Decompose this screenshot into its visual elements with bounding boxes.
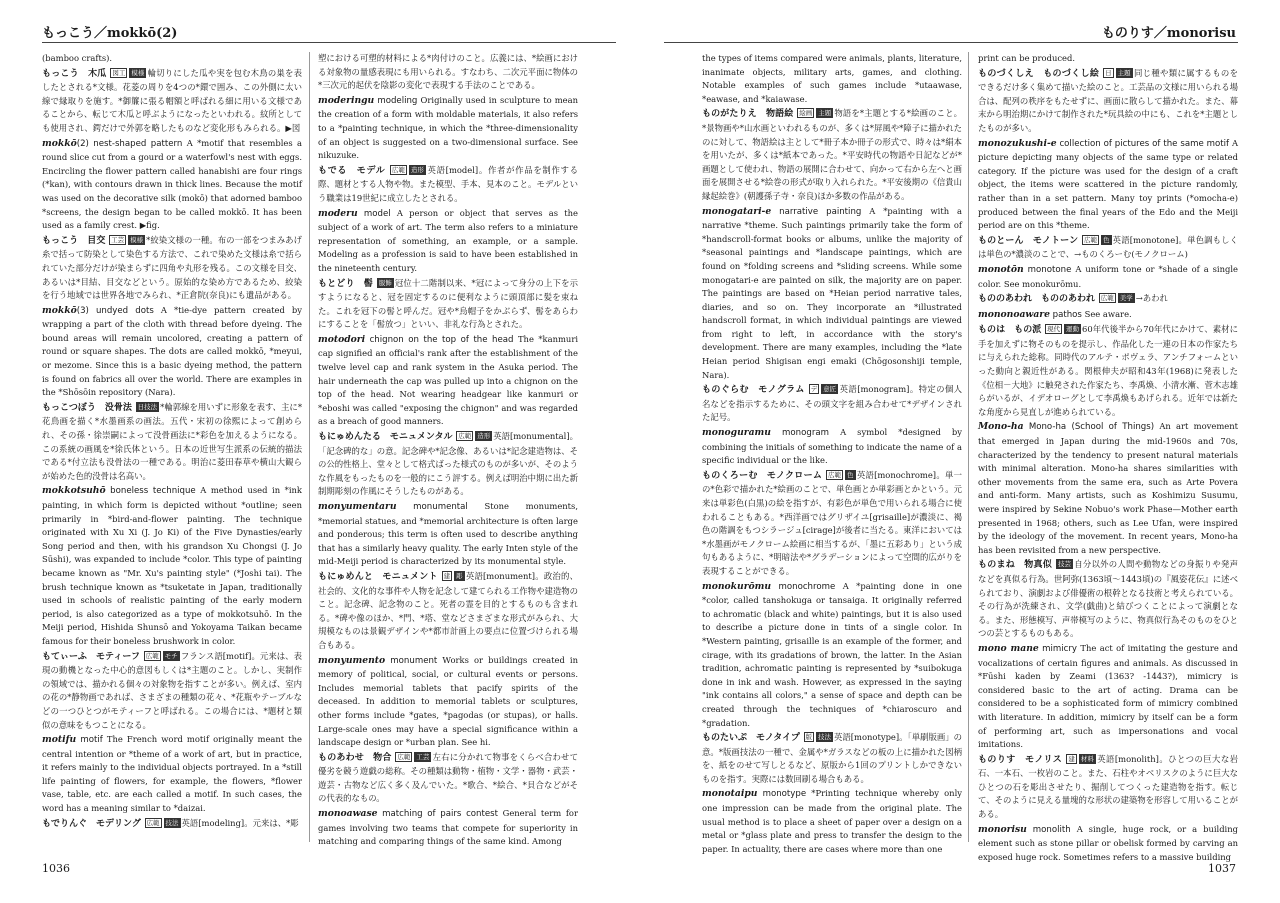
entry-text: 冠位十二階制以来、*冠によって身分の上下を示すようになると、冠を固定するのに便利なように頭頂部に髪を束ねた。これを冠下の髻と呼んだ。冠や*烏帽子をかぶらず、髻をあらわにすることを「髻放つ」といい、非礼な行為とされた。 [318,277,578,330]
entry-gloss: Mono-ha (School of Things) [1028,422,1155,433]
entry-gloss: pathos [1052,309,1082,320]
entry-headword: motodori [318,333,366,345]
dictionary-entry [42,234,302,303]
entry-text: A single, huge rock, or a building element such as stone pillar or obelisk formed by carving an exposed huge rock. Sometimes refers to a massive building [978,823,1238,862]
dictionary-entry [978,642,1238,752]
category-badge: 模様 [131,68,145,77]
dictionary-entry [318,500,578,569]
column-1 [42,52,302,842]
category-badge: 広範 [1100,294,1114,303]
category-badge: 造形 [477,432,491,441]
running-head-left: もっこう／mokkō(2) [42,26,178,41]
entry-text: 左右に分かれて物事をくらべ合わせて優劣を競う遊戯の総称。その種類は動物・植物・文学・器物・武芸・遊芸・古物など広く多く及んでいた。*歌合、*絵合、*貝合などがその代表的なもの。 [318,751,578,804]
entry-text: (bamboo crafts). [42,53,113,63]
entry-gloss: chignon on the top of the head [369,334,514,345]
entry-gloss: undyed dots [95,305,154,316]
entry-headword: monorisu [978,823,1027,835]
dictionary-entry [42,52,302,66]
category-badge: 広範 [397,752,411,761]
dictionary-entry [978,753,1238,822]
entry-headword: もでりんぐ モデリング [42,818,141,829]
entry-headword: Mono-ha [978,421,1024,433]
entry-gloss: monument [390,655,438,666]
entry-gloss: monotype [762,789,807,800]
entry-text: 物語を*主題とする*絵画のこと。*景物画や*山水画といわれるものが、多くは*屏風や*障子に描かれたのに対して、物語絵は主として*冊子本か冊子の形式で、時々は*絹本を用いたが、多くは*紙本であった。*平安時代の物語や日記などが*画題として使われ、物語の展開に合わせて、向かって右から左へと画面を展開させる*絵巻の形式が取り入れられた。*平安後期の《信貴山縁起絵巻》(朝護孫子寺・奈良)ほか多数の作品がある。 [702,108,962,201]
entry-headword: monozukushi-e [978,137,1057,149]
category-badge: デ [810,385,818,394]
dictionary-entry [978,234,1238,262]
category-badge: 版 [805,733,813,742]
entry-headword: ものくろーむ モノクローム [702,470,823,481]
entry-text: The *kanmuri cap signified an official's rank after the establishment of the twelve level cap and rank system in the Asuka period. The hair underneath the cap was pulled up into a chignon on the top of the head. Not wearing headgear like kanmuri or *eboshi was called "exposing the chignon" and was regarded as a breach of good manners. [318,333,579,427]
entry-text: Works or buildings created in memory of political, social, or cultural events or persons. Includes memorial tablets that pacify spirits of the deceased. In addition to memorial tablets or sculptures, other forms include *gates, *pagodas (or stupas), or halls. Large-scale ones may have a special significance within a landscape design or *urban plan. See hi. [318,654,578,748]
entry-text: 英語[monochrome]。単一の*色彩で描かれた*絵画のことで、単色画とか単彩画とかという。元来は単彩色(白黒)の絵を指すが、有彩色が単色で用いられる場合に使われることもある。*西洋画ではグリザイユ[grisaille]が濃淡に、褐色の階調をもつシラージュ[cirage]が後者に当たる。東洋においては*水墨画がモノクローム絵画に相当するが、「墨に五彩あり」という成句もあるように、*明暗法や*グラデーションによって空間的広がりを表現することができる。 [702,469,962,576]
entry-text: The French word motif originally meant the central intention or *theme of a work of art, but in practice, it refers mainly to the individual objects portrayed. In a *still life painting of flowers, for example, the flowers, *flower vase, table, etc. are each called a motif. In such cases, the word has a meaning similar to *daizai. [42,734,302,814]
entry-headword: mononoaware [978,308,1050,320]
dictionary-entry [318,333,578,429]
category-badge: 広範 [1084,235,1098,244]
category-badge: 技法 [818,733,832,742]
category-badge: 絵画 [799,109,813,118]
entry-text: 英語[monolith]。ひとつの巨大な岩石、一本石、一枚岩のこと。また、石柱やオベリスクのように巨大なひとつの石を彫出させたり、掘削してつくった建造物を指す。転じて、そのように見える量塊的な形状の建築物を形容して用いることがある。 [978,753,1238,820]
category-badge: 材料 [1080,754,1094,763]
category-badge: 広範 [391,165,405,174]
entry-headword: もとどり 髻 [318,278,373,289]
dictionary-entry [42,67,302,136]
entry-headword: monogatari-e [702,205,772,217]
dictionary-entry [318,654,578,750]
entry-headword: ものづくしえ ものづくし絵 [978,68,1100,79]
dictionary-entry [42,484,302,648]
entry-text: A person or object that serves as the subject of a work of art. The term also refers to a miniature representation of something, an example, or a sample. Modeling as a profession is said to have been established in the nineteenth century. [318,207,578,273]
entry-text: 自分以外の人間や動物などの身振りや発声などを真似る行為。世阿弥(1363頃〜1443頃)の『風姿花伝』に述べられており、演劇および俳優術の根幹となる技術と考えられている。その行為が洗練され、文学(戯曲)と結びつくことによって演劇となる。また、形態模写、声帯模写のように、物真似行為そのものをひとつの芸とするものもある。 [978,559,1238,639]
dictionary-entry [978,292,1238,307]
entry-text: 同じ種や類に属するものをできるだけ多く集めて描いた絵のこと。工芸品の文様に用いられる場合は、配列の秩序をもたせずに、画面に散らして描かれた。また、幕末から明治期にかけて制作された*玩具絵の中にも、これを*主題としたものが多い。 [978,67,1238,133]
entry-text: Originally used in sculpture to mean the creation of a form with moldable materials, it also refers to a *painting technique, in which the *three-dimensionality of an object is suggested on a two-dimensional surface. See nikuzuke. [318,94,578,161]
entry-text: the types of items compared were animals, plants, literature, inanimate objects, military arts, games, and clothing. Notable examples of such games include *utaawase, *eawase, and *kaiawase. [702,53,962,104]
entry-text: General term for games involving two teams that compete for superiority in matching and comparing things of the same kind. Among [318,808,578,847]
dictionary-entry [318,52,578,93]
dictionary-entry [42,304,302,400]
entry-headword: monotaipu [702,788,758,800]
entry-headword: mokkō [42,137,77,149]
dictionary-entry [702,205,962,383]
dictionary-entry [702,787,962,856]
dictionary-entry [702,580,962,731]
category-badge: 広範 [458,432,472,441]
dictionary-entry [702,52,962,106]
entry-headword: ものあわせ 物合 [318,752,392,763]
entry-text: →あわれ [1135,293,1168,304]
category-badge: 服飾 [378,278,392,287]
entry-sense-number: (2) [76,138,89,149]
entry-text: A *painting done in one *color, called tanshokuga or tansaiga. It originally referred to achromatic (black and white) paintings, but it is also used to describe a picture done in tints of a single color. In *Western painting, grisaille is an example of the former, and cirage, with its gradations of brown, the latter. In the Asian tradition, achromatic painting is represented by *suibokuga done in ink and wash. However, as expressed in the saying "ink contains all colors," a sense of space and depth can be created through the techniques of *chiaroscuro and *gradation. [702,580,962,728]
category-badge: 現代 [1047,325,1061,334]
entry-gloss: monolith [1032,824,1071,835]
category-badge: 色 [1103,235,1110,244]
dictionary-entry [318,277,578,332]
entry-headword: monoawase [318,808,378,820]
dictionary-entry [978,308,1238,323]
category-badge: 広範 [145,651,159,660]
header-rule-left [42,42,616,43]
entry-text: 輪切りにした瓜や実を包む木鳥の巣を表したとされる*文様。花菱の周りを4つの*鐶で囲み、この外側に太い線で縁取りを施す。*御簾に張る帽額と呼ばれる細に用いる文様であることから、転じて木瓜と呼ぶようになったといわれる。紋所としても使用され、鍔だけで外郭を略したものなど変化形もみられる。▶図 [42,67,302,133]
entry-headword: monoguramu [702,427,771,439]
entry-headword: ものは もの派 [978,325,1042,336]
entry-text: A uniform tone or *shade of a single color. See monokurōmu. [978,263,1239,289]
entry-text: A *tie-dye pattern created by wrapping a part of the cloth with thread before dyeing. The bound areas will remain uncolored, creating a pattern of round or square shapes. The dots are called mokkō, *meyui, or mezome. Since this is a basic dyeing method, the pattern is found on fabrics all over the world. There are examples in the *Shōsōin repository (Nara). [42,304,302,398]
entry-headword: motifu [42,734,77,746]
entry-text: A symbol *designed by combining the initials of something to indicate the name of a specific individual or the like. [702,427,962,466]
category-badge: 工芸 [416,752,430,761]
dictionary-entry [702,107,962,203]
dictionary-entry [978,558,1238,641]
category-badge: 建 [443,571,451,580]
dictionary-entry [702,426,962,468]
entry-gloss: mimicry [1042,643,1078,654]
column-4 [978,52,1239,862]
entry-text: A *painting with a narrative *theme. Such paintings primarily take the form of *handscroll-format books or albums, unlike the majority of *seasonal paintings and *landscape paintings, which are found on *folding screens and *sliding screens. While some monogatari-e are painted on silk, the majority are on paper. The paintings are based on *Heian period narrative tales, diaries, and so on. They incorporate an *illustrated handscroll format, in which individual paintings are viewed from right to left, in accordance with the story's development. There are many examples, including the *late Heian period Shigisan engi emaki (Chōgosonshiji temple, Nara). [702,205,962,380]
entry-headword: もにゅめんたる モニュメンタル [318,432,453,443]
entry-gloss: monogram [782,428,829,439]
dictionary-entry [42,401,302,484]
category-badge: 技法 [165,818,179,827]
dictionary-entry [978,323,1238,419]
dictionary-entry [978,52,1238,66]
entry-headword: moderu [318,207,358,219]
entry-text: An art movement that emerged in Japan during the mid-1960s and 70s, characterized by the tendency to present natural materials with minimal alteration. Mono-ha shares similarities with other movements from the same era, such as Arte Povera and anti-form. Many artists, such as Koshimizu Susumu, were inspired by Sekine Nobuo's work Phase—Mother earth presented in 1968; others, such as Lee Ufan, were inspired by the ideology of the movement. In recent years, Mono-ha has been revisited from a new perspective. [978,421,1238,555]
category-badge: 模様 [130,235,144,244]
category-badge: 図工 [112,68,126,77]
entry-headword: ものまね 物真似 [978,560,1053,571]
entry-text: Stone monuments, *memorial statues, and *memorial architecture is often large and ponderous; this term is often used to describe anything that has a similarly heavy quality. The early Inten style of the mid-Meiji period is characterized by its monumental style. [318,501,579,567]
category-badge: 主題 [1117,68,1131,77]
category-badge: 建 [1068,754,1075,763]
entry-text: A picture depicting many objects of the same type or related category. If the picture was used for the design of a craft object, the items were scattered in the picture randomly, rather than in a set pattern. Many toy prints (*omocha-e) produced between the final years of the Edo and the Meiji period are on this *theme. [978,137,1238,231]
dictionary-entry [42,137,302,233]
category-badge: 日 [1105,68,1112,77]
entry-headword: ものたいぷ モノタイプ [702,733,800,744]
entry-text: *絞染文様の一種。布の一部をつまみあげ糸で括って防染として染色する方法で、これで染めた文様は糸で括られていた部分だけが染まらずに四角や丸形を残る。この文様を目交、あるいは*目結、目交などという。原始的な染め方であるため、絞染を行う地域では世界各地でみられ、*正倉院(奈良)にも遺品がある。 [42,234,302,301]
entry-headword: ものがたりえ 物語絵 [702,109,794,120]
entry-text: *Printing technique whereby only one impression can be made from the original plate. The usual method is to place a sheet of paper over a design on a metal or *glass plate and press to transfer the design to the paper. In actuality, there are cases where more than one [702,788,962,854]
page-number-right: 1037 [1208,862,1236,875]
entry-text: See aware. [1084,308,1132,319]
dictionary-entry [978,823,1238,865]
entry-gloss: collection of pictures of the same motif [1059,138,1230,149]
entry-text: print can be produced. [978,53,1076,63]
entry-text: A *motif that resembles a round slice cut from a gourd or a waterfowl's nest with eggs. Encircling the flower pattern called hanabishi are four rings (*kan), with contours drawn in thick lines. Because the motif was used on the decorative silk (mokō) that adorned bamboo *screens, the design began to be called mokkō. It has been used as a family crest. ▶fig. [42,137,302,231]
dictionary-entry [318,570,578,653]
dictionary-entry [318,807,578,849]
category-badge: 技芸 [1057,560,1071,569]
category-badge: 工芸 [111,235,125,244]
dictionary-entry [702,383,962,425]
entry-gloss: matching of pairs contest [382,809,499,820]
entry-headword: もののあわれ もののあわれ [978,294,1096,305]
column-3 [702,52,962,854]
entry-gloss: monochrome [778,581,836,592]
category-badge: 彫 [456,571,463,580]
dictionary-entry [42,817,302,832]
category-badge: 造形 [410,165,424,174]
entry-gloss: monotone [1027,264,1072,275]
entry-headword: もっこう 目交 [42,235,106,246]
entry-headword: monokurōmu [702,580,772,592]
entry-headword: もっこつぼう 没骨法 [42,402,132,413]
entry-headword: もっこう 木瓜 [42,68,107,79]
running-head-right: ものりす／monorisu [1101,26,1236,41]
entry-text: The act of imitating the gesture and vocalizations of certain figures and animals. As discussed in *Fūshi kaden by Zeami (1363? -1443?), mimicry is considered basic to the art of acting. Drama can be considered to be a sophisticated form of mimicry combined with literature. In addition, mimicry by itself can be a form of performing art, such as impersonations and vocal imitations. [978,642,1238,750]
entry-headword: monotōn [978,263,1024,275]
entry-text: 60年代後半から70年代にかけて、素材に手を加えずに物そのものを提示し、作品化した一連の日本の作家たちに与えられた総称。同時代のアルテ・ポヴェラ、アンチフォームといった動向と親近性がある。関根伸夫が昭和43年(1968)に発表した《位相－大地》に触発された作家たち、李禹煥、小清水漸、菅木志雄らがいるが、イデオローグとして李禹煥もあげられる。近年では新たな角度から見直しが進められている。 [978,324,1238,417]
dictionary-entry [318,207,578,276]
entry-gloss: monumental [413,502,468,512]
dictionary-entry [42,650,302,733]
header-rule-right [664,42,1238,43]
dictionary-entry [978,263,1238,291]
entry-gloss: motif [80,735,103,746]
entry-headword: mokkotsuhō [42,485,106,497]
page-number-left: 1036 [42,862,70,875]
entry-headword: mokkō [42,304,77,316]
column-divider-left [309,52,310,842]
entry-headword: ものりす モノリス [978,754,1063,765]
dictionary-entry [318,430,578,499]
dictionary-entry [318,94,578,163]
entry-text: 英語[model]。作者が作品を制作する際、題材とする人物や物。また模型、手本、見本のこと。モデルという職業は19世紀に成立したとされる。 [318,164,579,203]
dictionary-entry [318,751,578,806]
category-badge: 色 [847,470,854,479]
category-badge: 広範 [146,818,160,827]
category-badge: 美学 [1119,294,1133,303]
entry-text: *輪郭線を用いずに形象を表す、主に*花鳥画を描く*水墨画系の画法。五代・宋初の徐熙によって創められ、その孫・徐崇嗣によって没骨画法に*彩色を加えるようになる。この系統の画風を*徐氏体という。日本の近世写生派系の伝統的描法である*付立法も没骨法の一種である。明治に菱田春草や横山大観らが始めた色的没骨は名高い。 [42,401,303,481]
category-badge: モチ [164,651,178,660]
category-badge: 運動 [1066,325,1080,334]
entry-headword: もでる モデル [318,165,386,176]
entry-headword: moderingu [318,94,375,106]
entry-headword: ものとーん モノトーン [978,235,1079,246]
dictionary-entry [318,164,578,206]
category-badge: 日技法 [137,402,158,411]
entry-headword: もにゅめんと モニュメント [318,571,438,582]
category-badge: 意匠 [823,385,837,394]
dictionary-entry [702,469,962,579]
entry-text: 英語[monotone]。単色調もしくは単色の*濃淡のことで、→ものくろーむ(モノクローム) [978,234,1238,260]
entry-gloss: modeling [377,95,418,106]
entry-headword: mono mane [978,642,1039,654]
category-badge: 主題 [818,109,832,118]
entry-text: 英語[monogram]。特定の個人名などを指示するために、その頭文字を組み合わせて*デザインされた記号。 [702,384,962,423]
dictionary-entry [978,420,1238,557]
dictionary-entry [702,731,962,786]
entry-gloss: narrative painting [779,206,862,217]
entry-headword: もてぃーふ モティーフ [42,651,141,662]
entry-headword: ものぐらむ モノグラム [702,385,805,396]
entry-headword: monyumento [318,654,386,666]
column-2 [318,52,579,847]
column-divider-right [968,52,969,842]
entry-text: 英語[monotype]。「単刷版画」の意。*版画技法の一種で、金属や*ガラスなどの板の上に描かれた図柄を、紙をのせて写しとるなど、原版から1回のプリントしかできないものを指す。実際には数回刷る場合もある。 [702,732,962,784]
dictionary-entry [978,137,1238,233]
entry-sense-number: (3) [76,305,89,316]
entry-text: A method used in *ink painting, in which form is depicted without *outline; seen primarily in *bird-and-flower painting. The technique originated with Xu Xi (J. Jo Ki) of the Five Dynasties/early Song period and then, with his grandson Xu Chongsi (J. Jo Sūshi), was expanded to include *color. This type of painting became known as "Mr. Xu's painting style" (*Joshi tai). The brush technique known as *tsuketate in Japan, traditionally used in schools of realistic painting of the early modern period, is also categorized as a type of mokkotsuhō. In the Meiji period, Hishida Shunsō and Yokoyama Taikan became famous for their boneless brushwork in color. [42,485,302,646]
entry-text: 塑における可塑的材料による*肉付けのこと。広義には、*絵画における対象物の量感表現にも用いられる。すなわち、二次元平面に物体の*三次元的起伏を陰影の変化で表現する手法のことである。 [318,53,578,91]
entry-text: 英語[monumental]。「記念碑的な」の意。記念碑や*記念像、あるいは*記念建造物は、その公的性格上、堂々として格式ばった様式のものが多いが、そのような作風をもったものを一般的にこう評する。例えば明治中期に出た新制期彫刻の作風にそうしたものがある。 [318,431,578,497]
entry-gloss: model [363,208,391,219]
entry-gloss: boneless technique [110,486,196,497]
entry-text: フランス語[motif]。元来は、表現の動機となった中心的意図もしくは*主題のこと。しかし、実制作の領域では、描かれる個々の対象物を指すことが多い。例えば、室内の花の*静物画であれば、さまざまの種類の花々、*花瓶やテーブルなどの一つひとつがモティーフと呼ばれる。この場合には、*題材と類似の意味をもつことになる。 [42,650,302,730]
entry-headword: monyumentaru [318,501,397,512]
category-badge: 広範 [828,470,842,479]
entry-gloss: nest-shaped pattern [93,138,183,149]
dictionary-entry [42,733,302,816]
entry-text: 英語[monument]。政治的、社会的、文化的な事件や人物を記念して建てられる工作物や建造物のこと。記念碑、記念物のこと。死者の霊を目的とするものも含まれる。*碑や像のほか、*門、*塔、堂などさまざまな形式がみられ、大規模なものは景観デザインや*都市計画上の要点に位置づけられる場合もある。 [318,570,578,650]
entry-text: 英語[modeling]。元来は、*彫 [181,817,299,828]
dictionary-entry [978,67,1238,136]
